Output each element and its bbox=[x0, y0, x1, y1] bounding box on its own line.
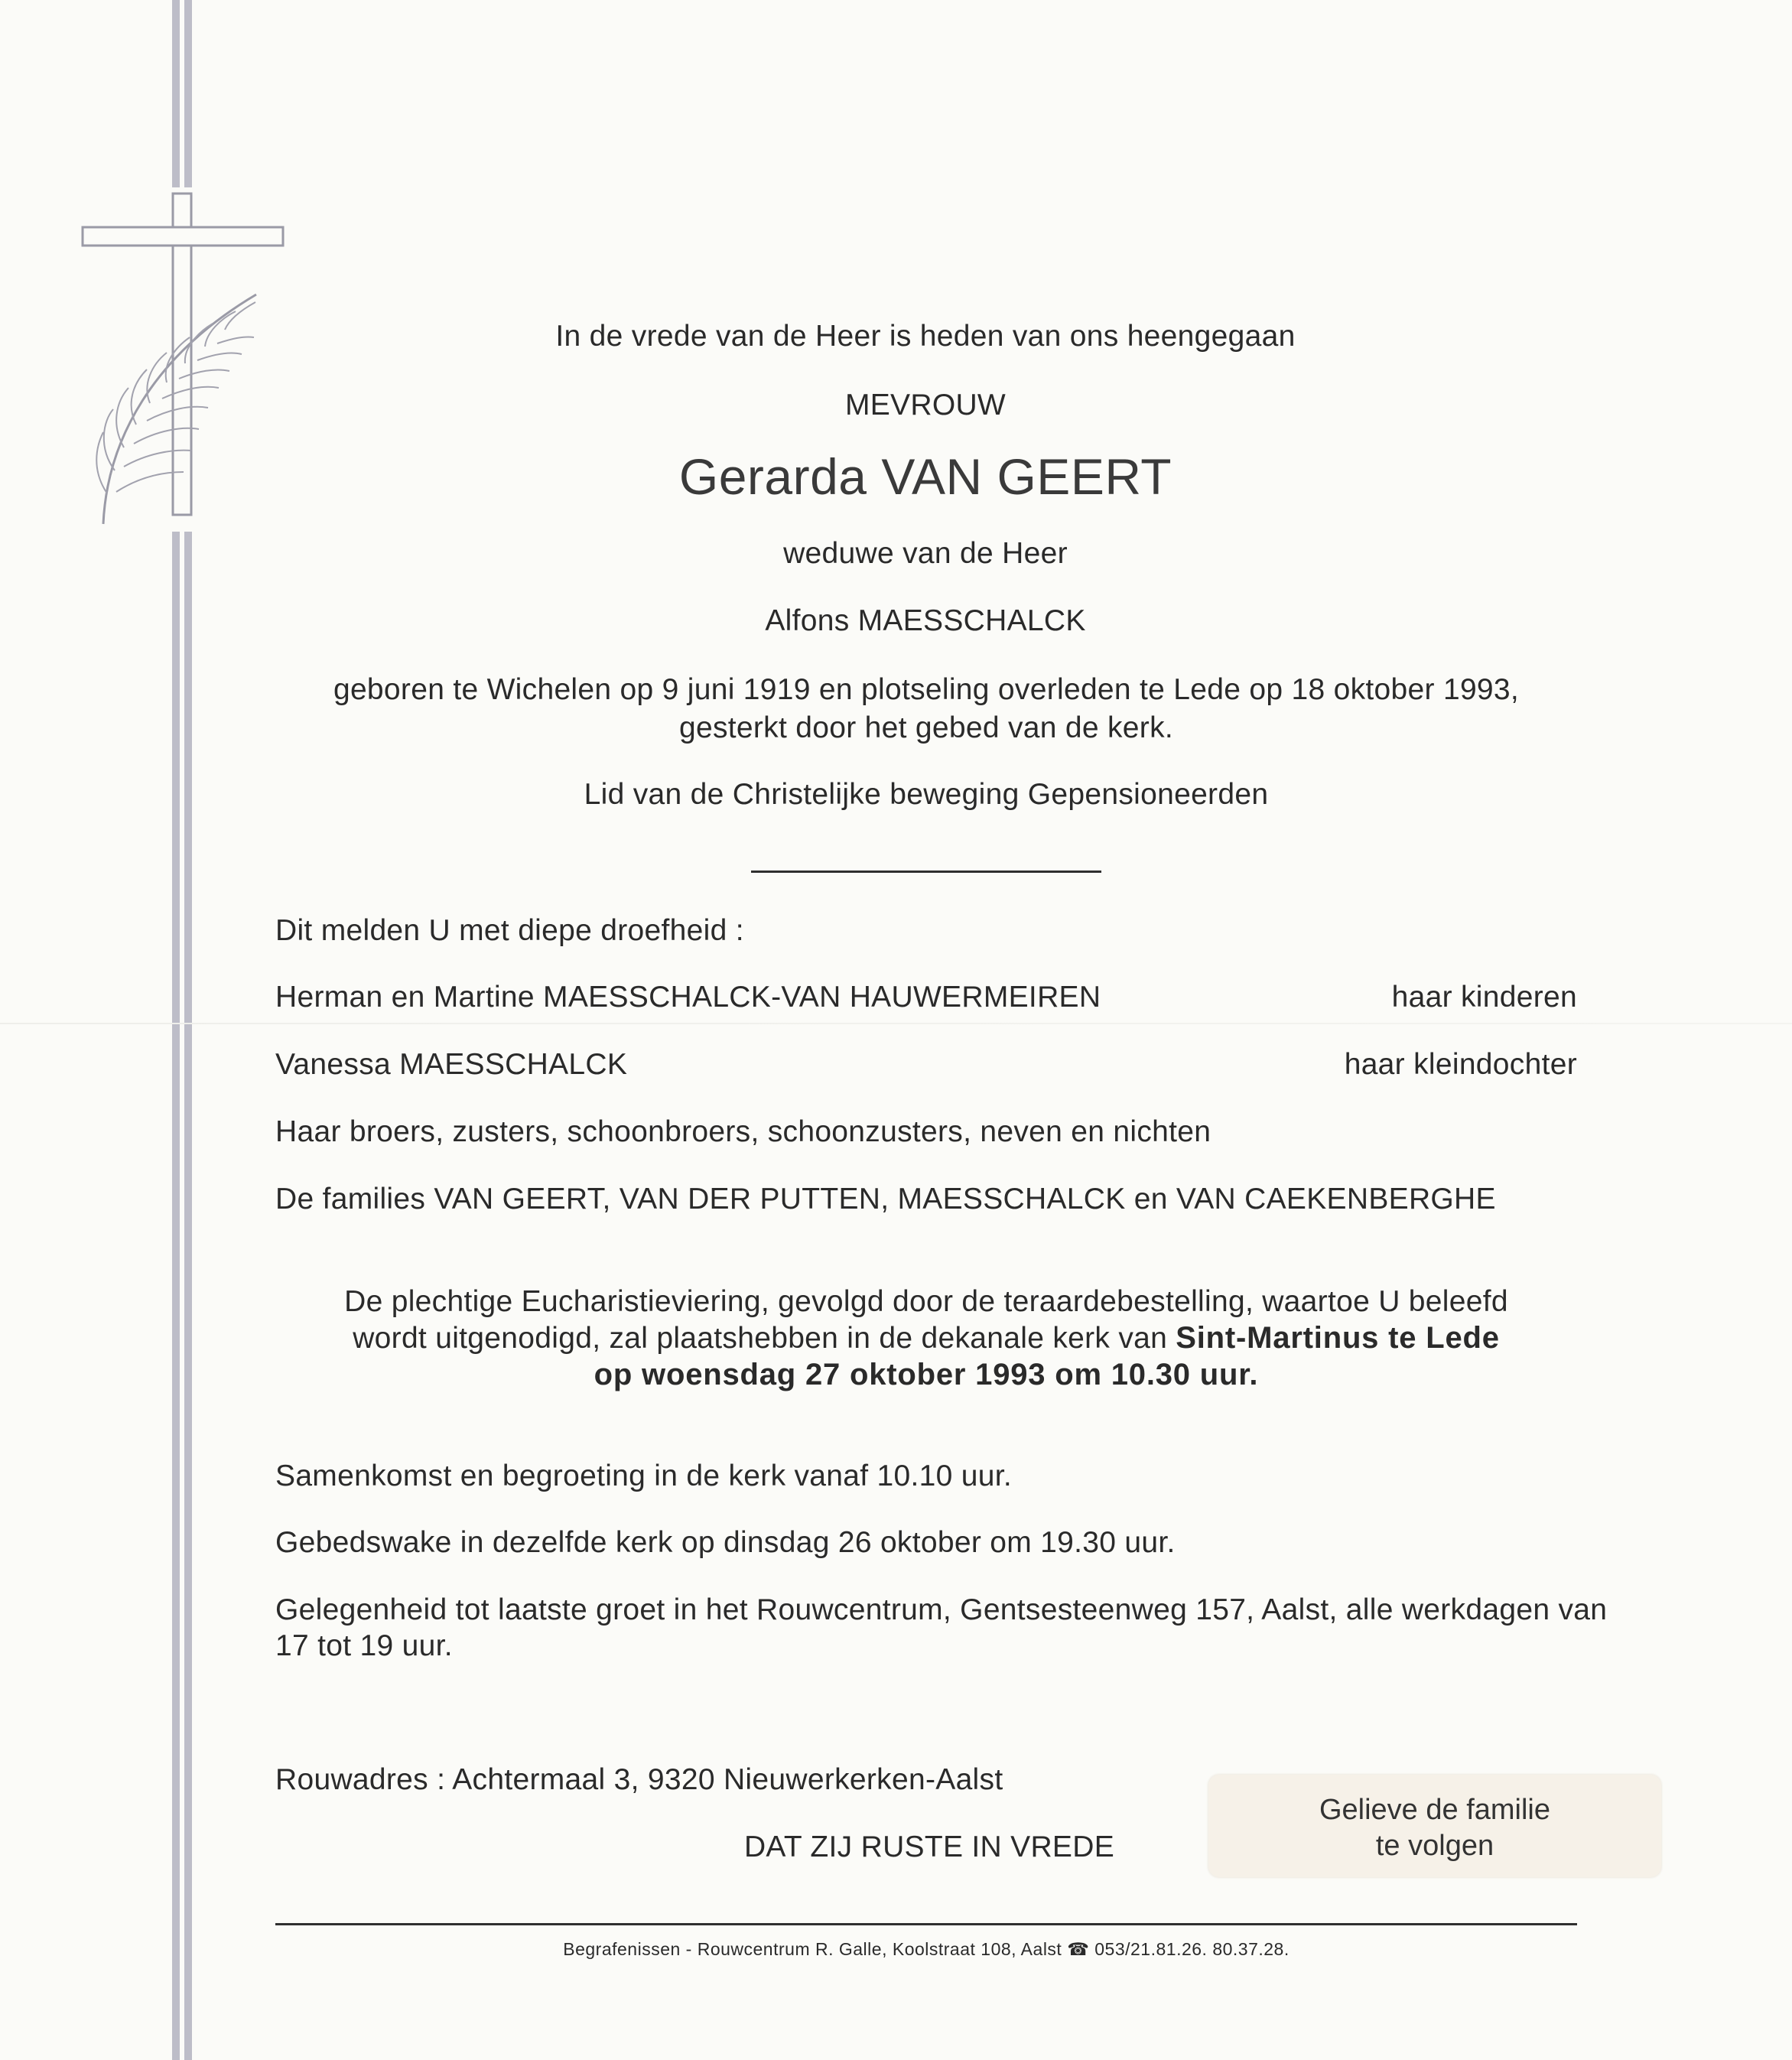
ceremony-line-2 bbox=[275, 1321, 1577, 1355]
sticker-line-2: te volgen bbox=[1375, 1830, 1494, 1862]
viewing-info-line-1: Gelegenheid tot laatste groet in het Rouwcentrum, Gentsesteenweg 157, Aalst, alle werkdagen van bbox=[275, 1593, 1608, 1626]
mourner-name: Herman en Martine MAESSCHALCK-VAN HAUWERMEIREN bbox=[275, 981, 1101, 1014]
honorific: MEVROUW bbox=[844, 389, 1007, 421]
divider-short bbox=[751, 871, 1101, 873]
undertaker-footer: Begrafenissen - Rouwcentrum R. Galle, Koolstraat 108, Aalst ☎ 053/21.81.26. 80.37.28. bbox=[563, 1939, 1290, 1959]
mourner-name: Vanessa MAESSCHALCK bbox=[275, 1048, 628, 1081]
mourning-address: Rouwadres : Achtermaal 3, 9320 Nieuwerkerken-Aalst bbox=[275, 1763, 1003, 1796]
ceremony-line-1: De plechtige Eucharistieviering, gevolgd door de teraardebestelling, waartoe U beleefd bbox=[344, 1285, 1508, 1318]
mourner-name: Haar broers, zusters, schoonbroers, schoonzusters, neven en nichten bbox=[275, 1115, 1211, 1148]
widow-line: weduwe van de Heer bbox=[783, 537, 1068, 570]
birth-death-line-2: gesterkt door het gebed van de kerk. bbox=[678, 711, 1174, 744]
deceased-name: Gerarda VAN GEERT bbox=[678, 448, 1172, 505]
vigil-info: Gebedswake in dezelfde kerk op dinsdag 26 oktober om 19.30 uur. bbox=[275, 1526, 1176, 1559]
paper-fold bbox=[0, 1023, 1792, 1024]
church-name: Sint-Martinus te Lede bbox=[1176, 1321, 1500, 1355]
mourner-relation: haar kleindochter bbox=[1344, 1048, 1577, 1081]
follow-family-sticker bbox=[1208, 1775, 1661, 1877]
cross-palm-icon bbox=[76, 187, 298, 532]
gathering-info: Samenkomst en begroeting in de kerk vanaf 10.10 uur. bbox=[275, 1460, 1013, 1492]
ceremony-invite: wordt uitgenodigd, zal plaatshebben in de dekanale kerk van bbox=[353, 1322, 1168, 1355]
membership-line: Lid van de Christelijke beweging Gepensioneerden bbox=[584, 778, 1269, 811]
ceremony-date-time: op woensdag 27 oktober 1993 om 10.30 uur. bbox=[594, 1358, 1259, 1391]
intro-line: In de vrede van de Heer is heden van ons heengegaan bbox=[555, 320, 1296, 353]
mourner-name: De families VAN GEERT, VAN DER PUTTEN, MAESSCHALCK en VAN CAEKENBERGHE bbox=[275, 1183, 1496, 1215]
closing-line: DAT ZIJ RUSTE IN VREDE bbox=[743, 1831, 1115, 1863]
spouse-name: Alfons MAESSCHALCK bbox=[765, 604, 1086, 637]
divider-long bbox=[275, 1923, 1577, 1925]
birth-death-line-1: geboren te Wichelen op 9 juni 1919 en plotseling overleden te Lede op 18 oktober 1993, bbox=[333, 673, 1520, 706]
sticker-line-1: Gelieve de familie bbox=[1319, 1794, 1551, 1826]
mourner-relation: haar kinderen bbox=[1391, 981, 1577, 1014]
announce-intro: Dit melden U met diepe droefheid : bbox=[275, 914, 744, 947]
viewing-info-line-2: 17 tot 19 uur. bbox=[275, 1629, 453, 1662]
